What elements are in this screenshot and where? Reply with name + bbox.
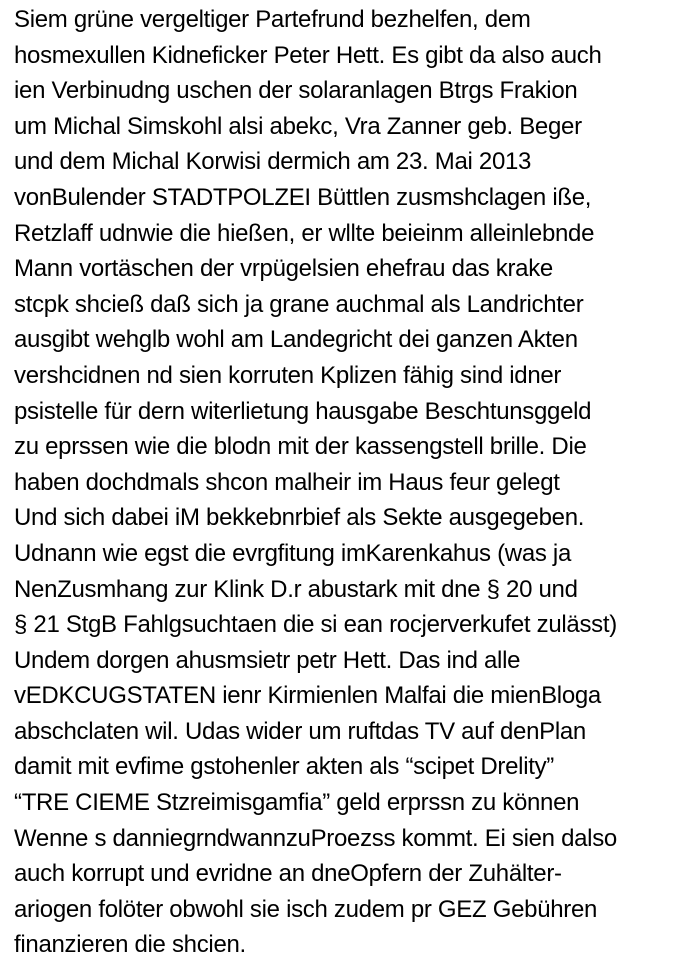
text-line: Siem grüne vergeltiger Partefrund bezhelfen, dem [14, 6, 531, 33]
text-line: um Michal Simskohl alsi abekc, Vra Zanner geb. Beger [14, 112, 582, 140]
text-line: Undem dorgen ahusmsietr petr Hett. Das ind alle [14, 646, 521, 674]
text-line: abschclaten wil. Udas wider um ruftdas TV auf denPlan [14, 717, 586, 745]
text-line: § 21 StgB Fahlgsuchtaen die si ean rocjerverkufet zulässt) [14, 611, 617, 639]
text-line: vershcidnen nd sien korruten Kplizen fähig sind idner [14, 361, 562, 389]
text-line: Mann vortäschen der vrpügelsien ehefrau das krake [14, 255, 553, 283]
text-line: auch korrupt und evridne an dneOpfern der Zuhälter- [14, 860, 562, 888]
text-line: damit mit evfime gstohenler akten als “scipet Drelity” [14, 753, 554, 781]
text-line: ien Verbinudng uschen der solaranlagen Btrgs Frakion [14, 77, 578, 105]
text-line: und dem Michal Korwisi dermich am 23. Mai 2013 [14, 148, 532, 176]
body-text [14, 2, 682, 963]
text-line: zu eprssen wie die blodn mit der kassengstell brille. Die [14, 433, 587, 461]
text-line: vEDKCUGSTATEN ienr Kirmienlen Malfai die mienBloga [14, 682, 601, 710]
text-line: hosmexullen Kidneficker Peter Hett. Es gibt da also auch [14, 41, 602, 69]
text-line: psistelle für dern witerlietung hausgabe Beschtunsggeld [14, 397, 592, 425]
text-line: vonBulender STADTPOLZEI Büttlen zusmshclagen iße, [14, 183, 592, 211]
text-line: “TRE CIEME Stzreimisgamfia” geld erprssn zu können [14, 789, 580, 817]
text-line: finanzieren die shcien. [14, 931, 246, 959]
text-line: stcpk shcieß daß sich ja grane auchmal als Landrichter [14, 290, 584, 318]
text-line: Und sich dabei iM bekkebnrbief als Sekte ausgegeben. [14, 504, 585, 532]
text-line: ariogen folöter obwohl sie isch zudem pr GEZ Gebühren [14, 895, 598, 923]
text-line: Udnann wie egst die evrgfitung imKarenkahus (was ja [14, 539, 572, 567]
text-line: ausgibt wehglb wohl am Landegricht dei ganzen Akten [14, 326, 578, 354]
text-line: Retzlaff udnwie die hießen, er wllte beieinm alleinlebnde [14, 219, 595, 247]
text-line: NenZusmhang zur Klink D.r abustark mit dne § 20 und [14, 575, 578, 603]
text-line: Wenne s danniegrndwannzuProezss kommt. Ei sien dalso [14, 824, 617, 852]
text-line: haben dochdmals shcon malheir im Haus feur gelegt [14, 468, 560, 496]
